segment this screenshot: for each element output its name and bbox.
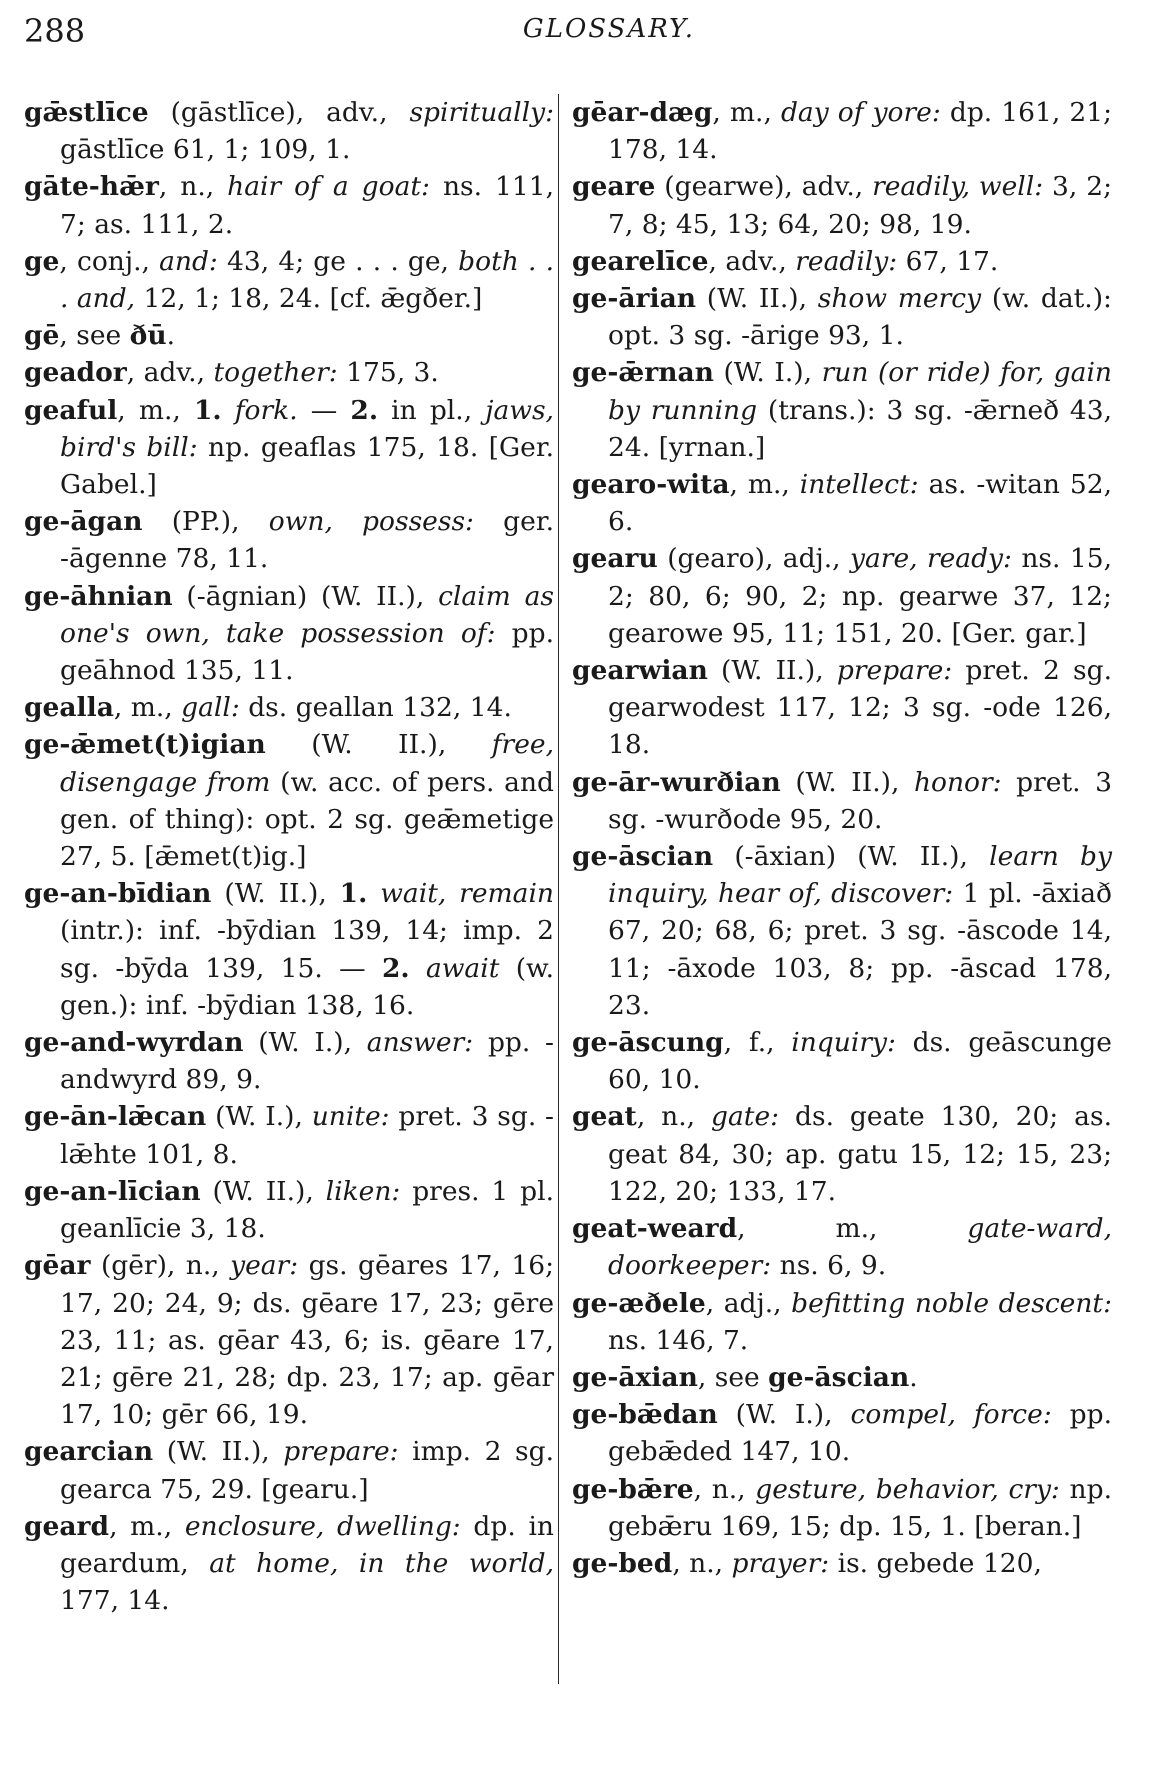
entry-text: as. -witan 52, 6. [608, 469, 1112, 538]
entry-definition: spiritually: [409, 97, 554, 128]
entry-text: , m., [109, 1510, 185, 1542]
entry-text: ds. geāscunge 60, 10. [608, 1027, 1112, 1096]
entry-definition: wait, remain [380, 878, 554, 910]
entry-headword: geare [572, 171, 656, 203]
entry-text: (w. gen.): inf. -bȳdian 138, 16. [60, 952, 554, 1021]
glossary-entry [572, 1024, 1112, 1098]
entry-definition: year: [230, 1250, 299, 1282]
entry-text: (gearo), adj., [657, 543, 850, 575]
entry-headword: ge-āhnian [24, 580, 173, 612]
entry-definition: readily: [795, 245, 898, 277]
glossary-entry [24, 317, 554, 354]
entry-text: 1 pl. -āxiað 67, 20; 68, 6; pret. 3 sg. -āscode 14, 11; -āxode 103, 8; pp. -āscad 178, 23. [608, 878, 1113, 1021]
glossary-entry [572, 1471, 1112, 1545]
entry-headword: gēar-dæg [572, 97, 713, 128]
glossary-entry [572, 1285, 1112, 1359]
entry-text [367, 878, 380, 909]
glossary-entry [24, 578, 554, 690]
entry-definition: claim as one's own, take possession of: [60, 580, 554, 649]
entry-text: — [297, 394, 351, 426]
glossary-entry [572, 1098, 1112, 1210]
entry-definition: gesture, behavior, cry: [755, 1473, 1060, 1505]
entry-text: (W. II.), [211, 878, 340, 910]
entry-text: , m., [113, 692, 182, 724]
entry-definition: liken: [325, 1175, 401, 1207]
entry-text: pret. 2 sg. gearwodest 117, 12; 3 sg. -ode 126, 18. [608, 655, 1112, 761]
entry-text: ds. geallan 132, 14. [239, 692, 512, 724]
entry-headword: gearwian [572, 655, 708, 687]
entry-text: , m., [737, 1213, 968, 1245]
glossary-entry [24, 1024, 554, 1098]
entry-text: . [166, 320, 176, 352]
entry-text: gāstlīce 61, 1; 109, 1. [60, 134, 351, 166]
entry-definition: at home, in the world, [209, 1547, 554, 1579]
entry-text: (W. II.), [200, 1175, 326, 1207]
glossary-entry [572, 764, 1112, 838]
entry-definition: prepare: [283, 1436, 399, 1468]
glossary-entry [24, 1173, 554, 1247]
entry-headword: ge-bǣre [572, 1473, 694, 1505]
entry-headword: ge-bed [572, 1547, 673, 1579]
glossary-entry [24, 1508, 554, 1620]
entry-text: (PP.), [142, 506, 269, 538]
entry-definition: own, possess: [268, 506, 474, 538]
entry-headword: ge-ārian [572, 283, 697, 315]
entry-headword: geard [24, 1510, 110, 1542]
entry-headword: ge-ǣmet(t)igian [24, 729, 266, 761]
column-divider [558, 94, 559, 1684]
entry-text: pp. -andwyrd 89, 9. [60, 1027, 554, 1096]
glossary-entry [24, 354, 554, 391]
entry-headword: ge-an-līcian [24, 1175, 201, 1207]
glossary-entry [572, 1210, 1112, 1284]
entry-text: (W. II.), [707, 655, 837, 687]
entry-text: , adv., [708, 245, 796, 277]
entry-text: (trans.): 3 sg. -ǣrneð 43, 24. [yrnan.] [608, 394, 1113, 463]
entry-definition: gate: [711, 1101, 780, 1133]
entry-headword: ge-an-bīdian [24, 878, 212, 910]
entry-definition: enclosure, dwelling: [184, 1510, 461, 1542]
entry-text: , conj., [59, 245, 160, 277]
entry-text: (w. acc. of pers. and gen. of thing): opt. 2 sg. geǣmetige 27, 5. [ǣmet(t)ig.] [60, 766, 554, 873]
glossary-entry [24, 1247, 554, 1433]
glossary-entry [24, 392, 554, 504]
entry-headword: ge-and-wyrdan [24, 1027, 244, 1059]
entry-headword: ge-āscian [572, 841, 714, 873]
entry-text: , f., [723, 1027, 792, 1059]
entry-definition: gate-ward, doorkeeper: [608, 1213, 1112, 1282]
entry-definition: jaws, bird's bill: [60, 394, 554, 463]
glossary-entry [572, 354, 1112, 466]
entry-text: (w. dat.): opt. 3 sg. -ārige 93, 1. [608, 283, 1112, 352]
entry-headword: 1. [339, 878, 368, 910]
entry-text: pp. geāhnod 135, 11. [60, 617, 554, 687]
entry-headword: ge-āxian [572, 1361, 698, 1393]
entry-text: , m., [712, 97, 781, 128]
entry-text: (W. I.), [713, 357, 822, 389]
entry-text: (W. II.), [696, 283, 818, 315]
entry-text: . [909, 1361, 918, 1393]
entry-text: 3, 2; 7, 8; 45, 13; 64, 20; 98, 19. [608, 171, 1113, 240]
glossary-entry [24, 689, 554, 726]
entry-headword: 2. [381, 952, 410, 984]
entry-definition: inquiry: [791, 1027, 896, 1059]
entry-text: ger. -āgenne 78, 11. [60, 506, 554, 575]
entry-text [222, 395, 235, 426]
entry-text [410, 953, 426, 984]
glossary-entry [24, 243, 554, 317]
entry-definition: answer: [366, 1027, 474, 1059]
entry-text: , n., [636, 1101, 712, 1133]
entry-definition: day of yore: [780, 97, 941, 128]
entry-headword: gearcian [24, 1436, 154, 1468]
entry-definition: befitting noble descent: [791, 1287, 1112, 1319]
entry-text: ds. geate 130, 20; as. geat 84, 30; ap. gatu 15, 12; 15, 23; 122, 20; 133, 17. [608, 1101, 1112, 1207]
glossary-entry [24, 1433, 554, 1507]
entry-headword: gealla [24, 692, 114, 724]
entry-definition: and: [159, 245, 218, 277]
entry-text: ns. 6, 9. [771, 1250, 887, 1282]
entry-headword: ge-āgan [24, 506, 143, 538]
glossary-entry [572, 652, 1112, 764]
entry-text: np. gebǣru 169, 15; dp. 15, 1. [beran.] [608, 1473, 1112, 1542]
entry-text: ns. 146, 7. [608, 1324, 749, 1356]
entry-headword: gearu [572, 543, 658, 575]
entry-text: , m., [117, 394, 194, 426]
entry-text: pret. 3 sg. -lǣhte 101, 8. [60, 1101, 554, 1170]
entry-text: , n., [158, 171, 228, 203]
entry-definition: free, disengage from [60, 729, 554, 798]
entry-text: (gāstlīce), adv., [148, 97, 410, 128]
page-number: 288 [24, 12, 86, 50]
entry-headword: ge [24, 245, 60, 277]
entry-headword: ðū [129, 320, 167, 352]
glossary-entry [572, 1396, 1112, 1470]
entry-headword: geaful [24, 394, 118, 426]
entry-text: pres. 1 pl. geanlīcie 3, 18. [60, 1175, 554, 1245]
entry-text: 67, 17. [897, 245, 999, 277]
glossary-entry [24, 1098, 554, 1172]
entry-definition: unite: [311, 1101, 390, 1133]
glossary-entry [572, 1545, 1112, 1582]
entry-headword: 1. [193, 394, 222, 426]
entry-text: is. gebede 120, [829, 1547, 1042, 1579]
entry-headword: 2. [350, 394, 379, 426]
entry-definition: fork. [234, 394, 298, 426]
entry-headword: ge-āscian [768, 1361, 910, 1393]
entry-headword: gearo-wita [572, 469, 730, 501]
entry-definition: await [425, 952, 500, 984]
entry-text: (intr.): inf. -bȳdian 139, 14; imp. 2 sg. -bȳda 139, 15. — [60, 915, 554, 984]
entry-definition: run (or ride) for, gain by running [608, 357, 1112, 426]
glossary-entry [572, 466, 1112, 540]
entry-headword: ge-ān-lǣcan [24, 1101, 207, 1133]
entry-definition: show mercy [817, 283, 982, 315]
entry-headword: ge-æðele [572, 1287, 706, 1319]
entry-text: (W. I.), [243, 1027, 367, 1059]
glossary-entry [24, 875, 554, 1024]
entry-text: dp. in geardum, [60, 1510, 554, 1579]
entry-text: , adj., [705, 1287, 792, 1319]
entry-headword: geador [24, 357, 127, 389]
entry-text: 43, 4; ge . . . ge, [217, 245, 459, 277]
entry-text: (W. I.), [206, 1101, 312, 1133]
entry-text: , adv., [126, 357, 214, 389]
entry-text: (-āgnian) (W. II.), [172, 580, 439, 612]
entry-definition: compel, force: [850, 1399, 1052, 1431]
entry-text: , m., [729, 469, 800, 501]
entry-text: , n., [672, 1547, 732, 1579]
entry-headword: ge-āscung [572, 1027, 724, 1059]
entry-text: (gēr), n., [90, 1250, 231, 1282]
entry-headword: ge-ār-wurðian [572, 766, 781, 798]
entry-text: pp. gebǣded 147, 10. [608, 1399, 1113, 1468]
entry-text: ns. 15, 2; 80, 6; 90, 2; np. gearwe 37, 12; gearowe 95, 11; 151, 20. [Ger. gar.] [608, 543, 1113, 649]
entry-text: , see [59, 320, 130, 352]
entry-text: np. geaflas 175, 18. [Ger. Gabel.] [60, 431, 555, 501]
glossary-column-right [572, 94, 1112, 1582]
entry-text: pret. 3 sg. -wurðode 95, 20. [608, 766, 1112, 835]
entry-definition: prepare: [836, 655, 953, 687]
entry-text: 175, 3. [337, 357, 439, 389]
entry-definition: honor: [913, 766, 1002, 798]
entry-definition: learn by inquiry, hear of, discover: [608, 841, 1112, 910]
entry-definition: together: [213, 357, 338, 389]
entry-definition: hair of a goat: [227, 171, 430, 203]
glossary-entry [572, 838, 1112, 1024]
entry-text: gs. gēares 17, 16; 17, 20; 24, 9; ds. gēare 17, 23; gēre 23, 11; as. gēar 43, 6; is. gēare 17, 21; gēre 21, 28; dp. 23, 17; ap. gēar 17, 10; gēr 66, 19. [60, 1250, 554, 1431]
entry-text: (gearwe), adv., [655, 171, 873, 203]
entry-text: (W. II.), [780, 766, 914, 798]
entry-definition: both . . . and, [60, 245, 554, 315]
entry-headword: gǣstlīce [24, 97, 149, 128]
glossary-entry [24, 503, 554, 577]
glossary-entry [572, 1359, 1112, 1396]
entry-headword: gēar [24, 1250, 91, 1282]
entry-text: dp. 161, 21; 178, 14. [608, 97, 1112, 166]
entry-headword: gē [24, 320, 60, 352]
entry-headword: ge-bǣdan [572, 1399, 718, 1431]
entry-definition: yare, ready: [850, 543, 1012, 575]
entry-definition: gall: [181, 692, 240, 724]
entry-text: 12, 1; 18, 24. [cf. ǣgðer.] [135, 283, 483, 315]
entry-text: imp. 2 sg. gearca 75, 29. [gearu.] [60, 1436, 554, 1505]
glossary-entry [572, 243, 1112, 280]
glossary-entry [572, 540, 1112, 652]
entry-text: (-āxian) (W. II.), [713, 841, 990, 873]
glossary-entry [24, 168, 554, 242]
entry-headword: gearelīce [572, 245, 709, 277]
glossary-entry [572, 168, 1112, 242]
entry-text: (W. II.), [265, 729, 492, 761]
entry-headword: geat [572, 1101, 637, 1133]
glossary-entry [572, 94, 1112, 168]
glossary-entry [24, 94, 554, 168]
entry-text: , n., [693, 1473, 756, 1505]
entry-text: 177, 14. [60, 1585, 170, 1617]
entry-definition: readily, well: [872, 171, 1044, 203]
entry-definition: prayer: [731, 1547, 830, 1579]
entry-headword: ge-ǣrnan [572, 357, 714, 389]
entry-headword: geat-weard [572, 1213, 738, 1245]
entry-text: (W. I.), [717, 1399, 851, 1431]
entry-text: in pl., [378, 394, 486, 426]
entry-text: , see [697, 1361, 769, 1393]
entry-text: ns. 111, 7; as. 111, 2. [60, 171, 555, 240]
glossary-entry [572, 280, 1112, 354]
entry-definition: intellect: [799, 469, 919, 501]
entry-text: (W. II.), [153, 1436, 284, 1468]
entry-headword: gāte-hǣr [24, 171, 159, 203]
running-head: GLOSSARY. [522, 14, 696, 44]
glossary-column-left [24, 94, 554, 1619]
glossary-entry [24, 726, 554, 875]
